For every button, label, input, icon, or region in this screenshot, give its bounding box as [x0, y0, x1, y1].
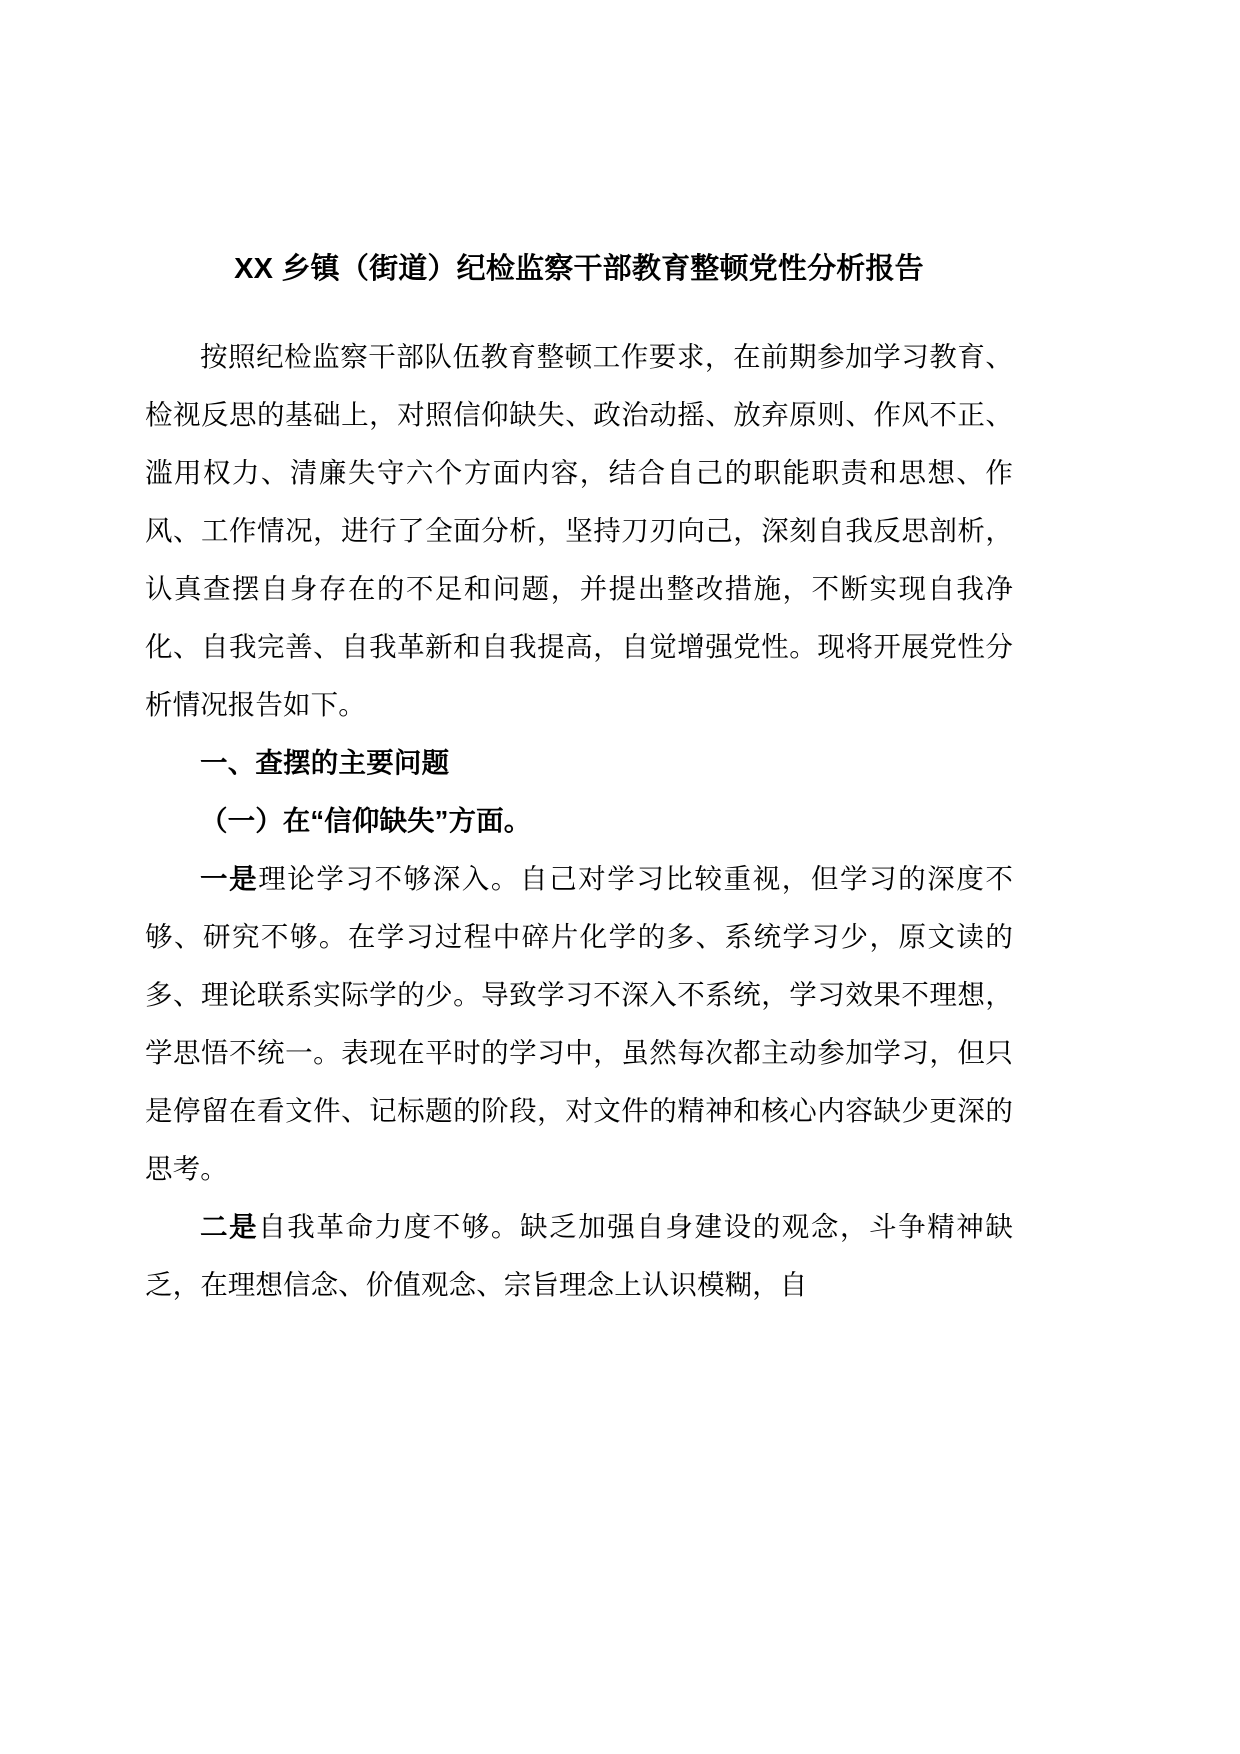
- problem-item-2-lead: 二是: [200, 1211, 259, 1242]
- section-heading-main-problems: 一、查摆的主要问题: [200, 747, 450, 778]
- problem-item-2-body: 自我革命力度不够。缺乏加强自身建设的观念，斗争精神缺乏，在理想信念、价值观念、宗旨理念上认识模糊，自: [145, 1211, 1013, 1300]
- problem-item-1-body: 理论学习不够深入。自己对学习比较重视，但学习的深度不够、研究不够。在学习过程中碎片化学的多、系统学习少，原文读的多、理论联系实际学的少。导致学习不深入不系统，学习效果不理想，学思悟不统一。表现在平时的学习中，虽然每次都主动参加学习，但只是停留在看文件、记标题的阶段，对文件的精神和核心内容缺少更深的思考。: [145, 863, 1013, 1184]
- problem-item-2: [145, 1198, 1013, 1314]
- problem-item-1: [145, 850, 1013, 1198]
- problem-item-1-lead: 一是: [200, 863, 259, 894]
- intro-paragraph: 按照纪检监察干部队伍教育整顿工作要求，在前期参加学习教育、检视反思的基础上，对照信仰缺失、政治动摇、放弃原则、作风不正、滥用权力、清廉失守六个方面内容，结合自己的职能职责和思想、作风、工作情况，进行了全面分析，坚持刀刃向己，深刻自我反思剖析，认真查摆自身存在的不足和问题，并提出整改措施，不断实现自我净化、自我完善、自我革新和自我提高，自觉增强党性。现将开展党性分析情况报告如下。: [145, 341, 1013, 720]
- page-title: XX 乡镇（街道）纪检监察干部教育整顿党性分析报告: [234, 253, 924, 285]
- document-content: [145, 0, 1013, 1314]
- subsection-heading-faith-deficiency: （一）在“信仰缺失”方面。: [200, 805, 532, 836]
